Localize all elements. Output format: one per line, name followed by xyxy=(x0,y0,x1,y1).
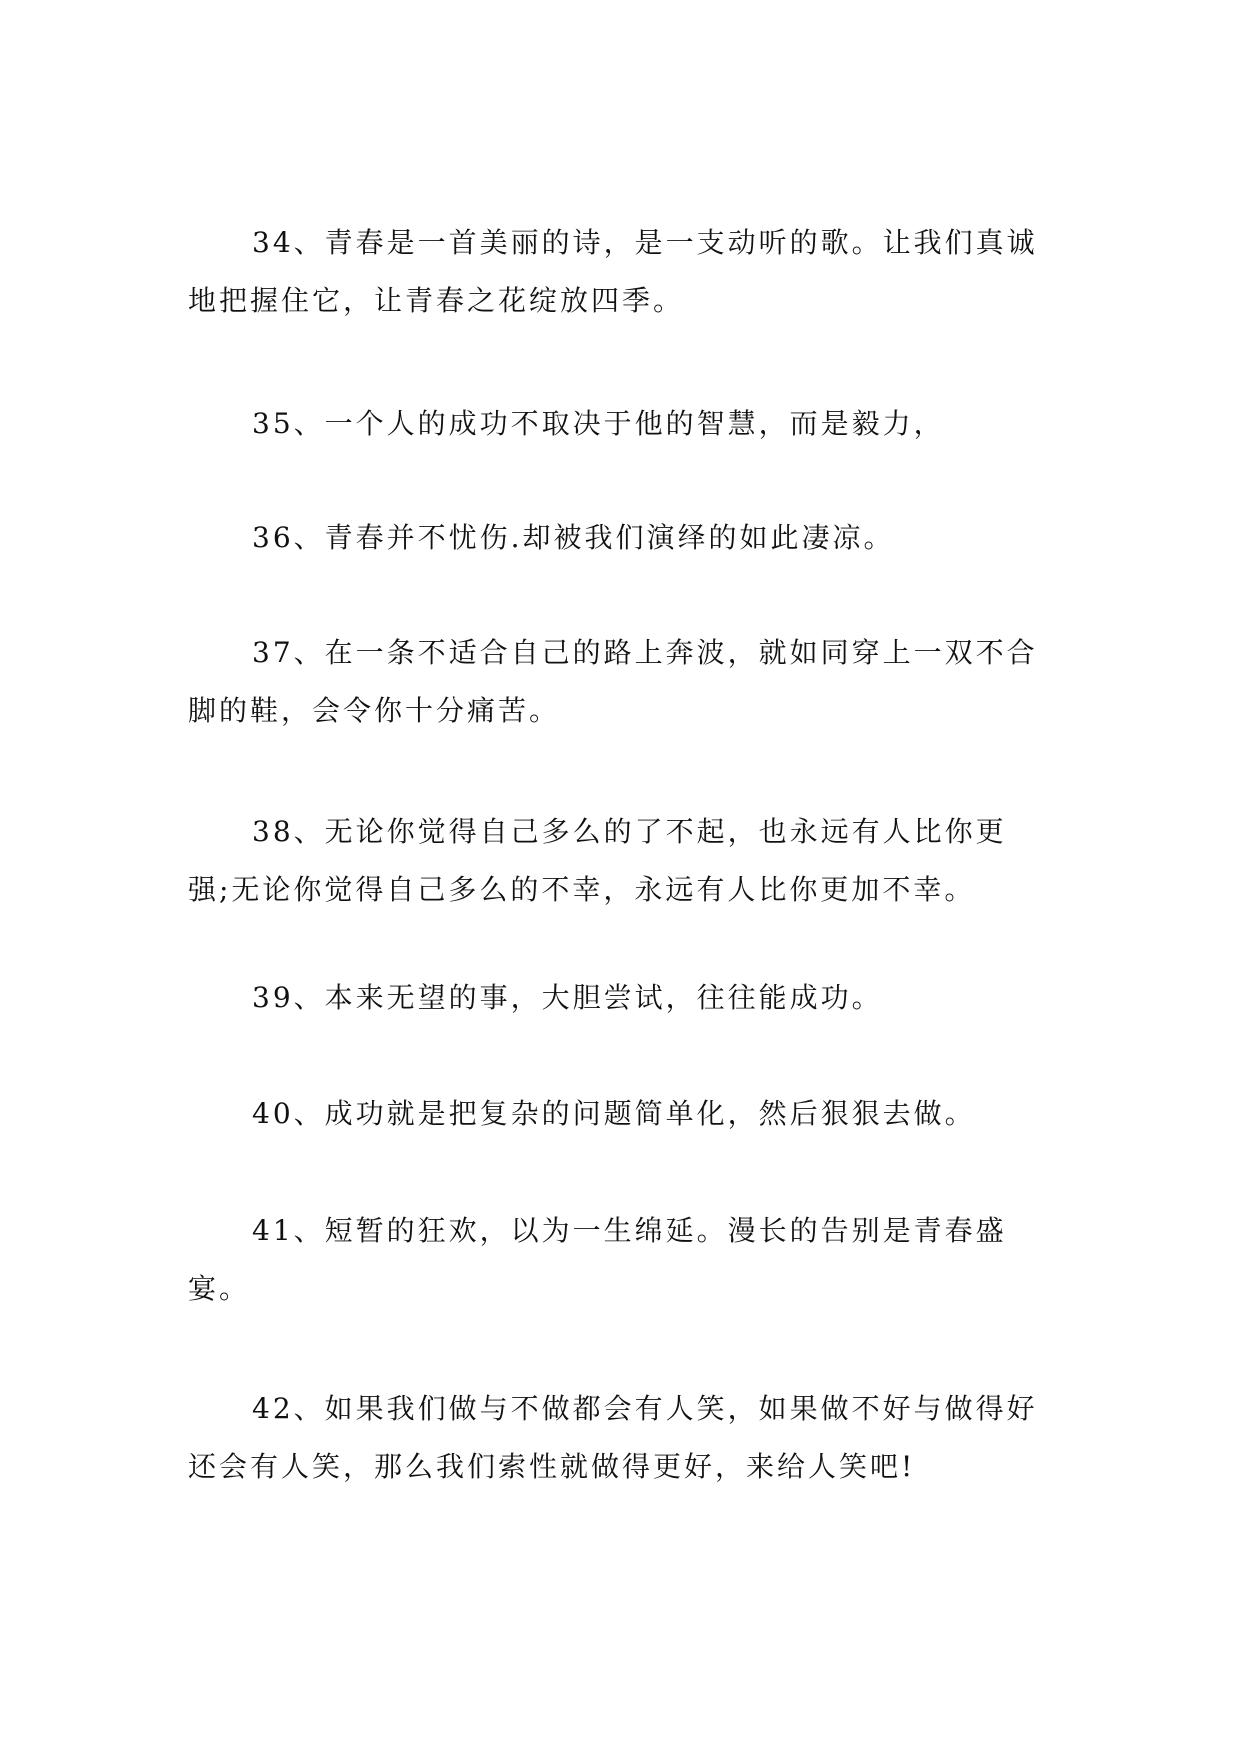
quote-paragraph-37: 37、在一条不适合自己的路上奔波，就如同穿上一双不合脚的鞋，会令你十分痛苦。 xyxy=(188,636,1038,727)
quote-paragraph-35: 35、一个人的成功不取决于他的智慧，而是毅力， xyxy=(252,407,945,440)
quote-paragraph-41: 41、短暂的狂欢，以为一生绵延。漫长的告别是青春盛宴。 xyxy=(188,1214,1007,1305)
quote-paragraph-39: 39、本来无望的事，大胆尝试，往往能成功。 xyxy=(252,981,883,1014)
quote-paragraph-38: 38、无论你觉得自己多么的了不起，也永远有人比你更强;无论你觉得自己多么的不幸，永远有人比你更加不幸。 xyxy=(188,815,1007,906)
quote-paragraph-42: 42、如果我们做与不做都会有人笑，如果做不好与做得好还会有人笑，那么我们索性就做得更好，来给人笑吧! xyxy=(188,1392,1038,1483)
quote-paragraph-36: 36、青春并不忧伤.却被我们演绎的如此凄凉。 xyxy=(252,521,895,554)
quote-paragraph-34: 34、青春是一首美丽的诗，是一支动听的歌。让我们真诚地把握住它，让青春之花绽放四季。 xyxy=(188,226,1038,317)
quote-paragraph-40: 40、成功就是把复杂的问题简单化，然后狠狠去做。 xyxy=(252,1097,976,1130)
